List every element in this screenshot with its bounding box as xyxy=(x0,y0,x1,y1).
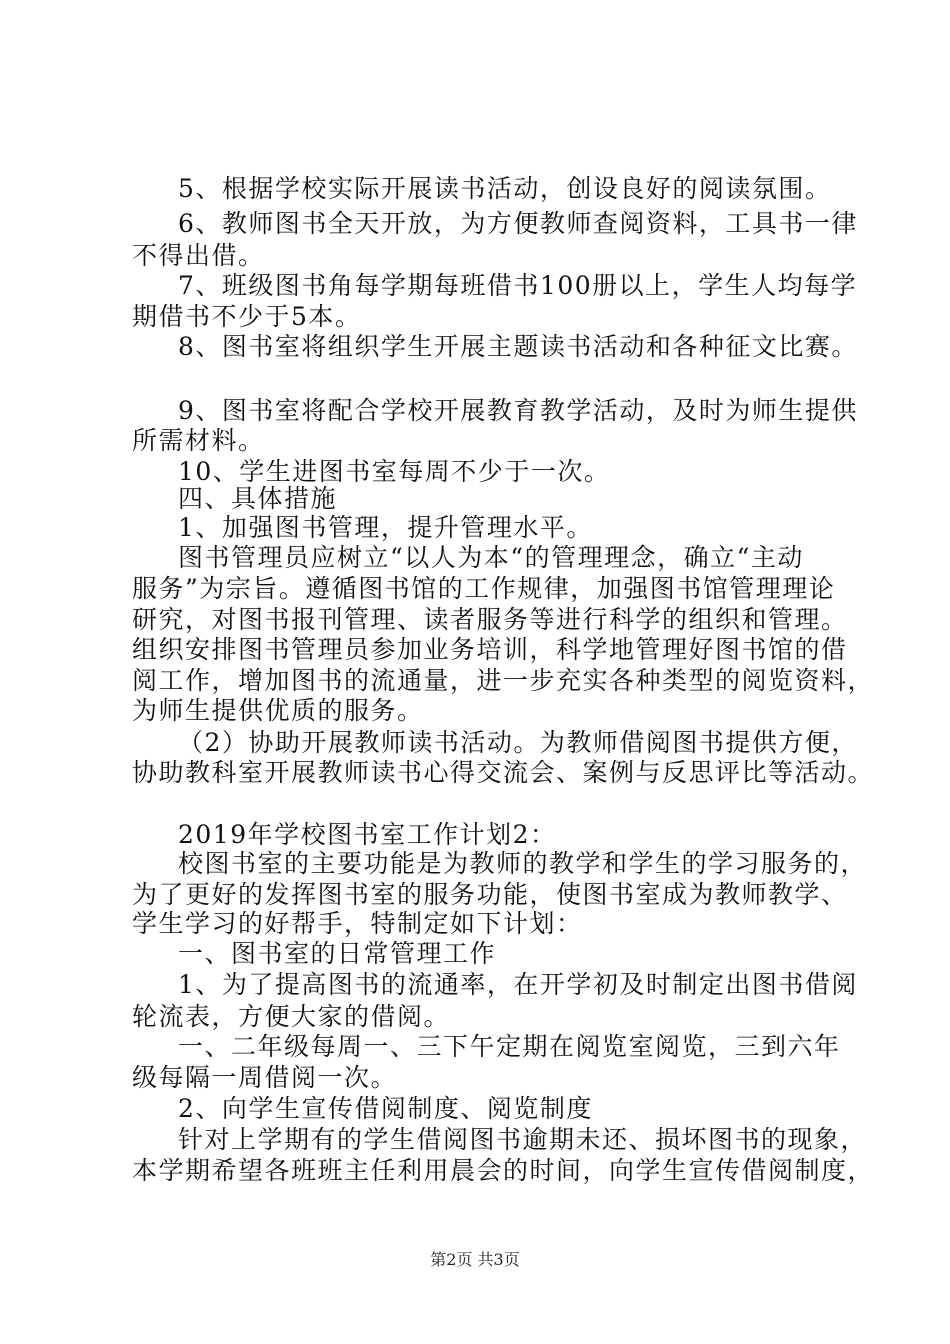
paragraph-line: 一、二年级每周一、三下午定期在阅览室阅览，三到六年 xyxy=(178,1032,841,1061)
page-footer: 第2页 共3页 xyxy=(430,1250,520,1269)
paragraph-line: 阅工作，增加图书的流通量，进一步充实各种类型的阅览资料， xyxy=(132,666,875,695)
paragraph-line: 本学期希望各班班主任利用晨会的时间，向学生宣传借阅制度， xyxy=(132,1156,875,1185)
paragraph-line: 组织安排图书管理员参加业务培训，科学地管理好图书馆的借 xyxy=(132,635,848,664)
paragraph-line: 9、图书室将配合学校开展教育教学活动，及时为师生提供 xyxy=(178,396,858,425)
document-subtitle: 2019年学校图书室工作计划2： xyxy=(178,820,557,849)
paragraph-line: 所需材料。 xyxy=(132,426,265,455)
paragraph-line: 期借书不少于5本。 xyxy=(132,302,362,331)
subsection-heading: 1、加强图书管理，提升管理水平。 xyxy=(178,513,593,542)
paragraph-line: 针对上学期有的学生借阅图书逾期未还、损坏图书的现象， xyxy=(178,1125,868,1154)
paragraph-line: 学生学习的好帮手，特制定如下计划： xyxy=(132,909,583,938)
paragraph-line: 10、学生进图书室每周不少于一次。 xyxy=(178,457,611,486)
paragraph-line: 8、图书室将组织学生开展主题读书活动和各种征文比赛。 xyxy=(178,332,858,361)
paragraph-line: 不得出借。 xyxy=(132,241,265,270)
subsection-heading: 2、向学生宣传借阅制度、阅览制度 xyxy=(178,1094,593,1123)
paragraph-line: 协助教科室开展教师读书心得交流会、案例与反思评比等活动。 xyxy=(132,758,875,787)
paragraph-line: 轮流表，方便大家的借阅。 xyxy=(132,1002,451,1031)
section-heading: 四、具体措施 xyxy=(178,484,338,513)
paragraph-line: 5、根据学校实际开展读书活动，创设良好的阅读氛围。 xyxy=(178,174,832,203)
paragraph-line: 服务”为宗旨。遵循图书馆的工作规律，加强图书馆管理理论 xyxy=(132,574,836,603)
paragraph-line: 1、为了提高图书的流通率，在开学初及时制定出图书借阅 xyxy=(178,970,858,999)
paragraph-line: （2）协助开展教师读书活动。为教师借阅图书提供方便， xyxy=(178,728,858,757)
paragraph-line: 为师生提供优质的服务。 xyxy=(132,696,424,725)
section-heading: 一、图书室的日常管理工作 xyxy=(178,939,497,968)
paragraph-line: 研究，对图书报刊管理、读者服务等进行科学的组织和管理。 xyxy=(132,605,848,634)
paragraph-line: 级每隔一周借阅一次。 xyxy=(132,1063,398,1092)
paragraph-line: 6、教师图书全天开放，为方便教师查阅资料，工具书一律 xyxy=(178,209,858,238)
paragraph-line: 图书管理员应树立“以人为本“的管理理念，确立“主动 xyxy=(178,543,804,572)
paragraph-line: 为了更好的发挥图书室的服务功能，使图书室成为教师教学、 xyxy=(132,880,848,909)
paragraph-line: 7、班级图书角每学期每班借书100册以上，学生人均每学 xyxy=(178,271,858,300)
paragraph-line: 校图书室的主要功能是为教师的教学和学生的学习服务的， xyxy=(178,849,868,878)
